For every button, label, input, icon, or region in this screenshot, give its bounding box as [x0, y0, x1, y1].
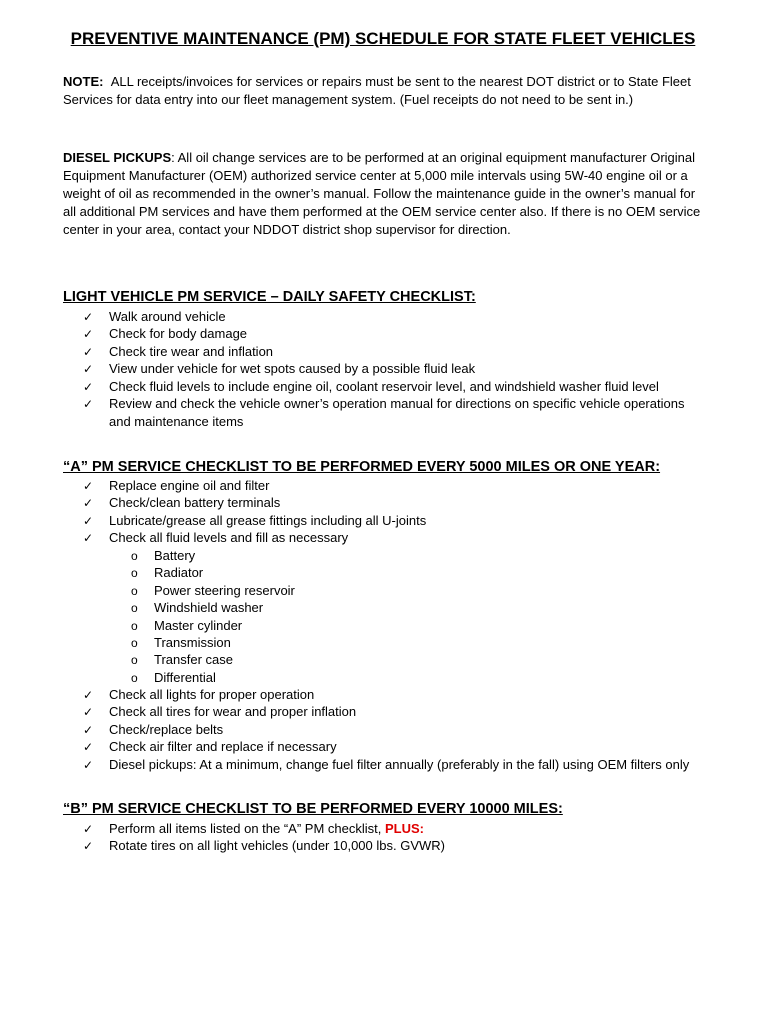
daily-checklist: [63, 308, 703, 430]
list-item: [63, 686, 703, 703]
check-mark-icon: ✓: [83, 688, 94, 702]
list-item: [63, 343, 703, 360]
sub-list-item: [63, 617, 703, 634]
hollow-circle-bullet-icon: o: [131, 618, 138, 633]
check-mark-icon: ✓: [83, 479, 94, 493]
check-mark-icon: ✓: [83, 513, 94, 528]
check-mark-icon: ✓: [83, 740, 94, 755]
list-item: [63, 512, 703, 529]
sub-list-item: [63, 547, 703, 564]
list-item-text: Check for body damage: [109, 326, 248, 342]
hollow-circle-bullet-icon: o: [131, 635, 138, 650]
b-service-heading: “B” PM SERVICE CHECKLIST TO BE PERFORMED EVERY 10000 MILES:: [63, 801, 563, 817]
sub-list-item: [63, 564, 703, 581]
list-item-text: Diesel pickups: At a minimum, change fuel filter annually (preferably in the fall) using OEM filters only: [109, 756, 690, 772]
sub-list-item-text: Differential: [154, 669, 216, 685]
check-mark-icon: ✓: [83, 839, 94, 854]
check-mark-icon: ✓: [83, 705, 94, 720]
check-mark-icon: ✓: [83, 310, 94, 324]
document-title: PREVENTIVE MAINTENANCE (PM) SCHEDULE FOR STATE FLEET VEHICLES: [70, 29, 696, 48]
list-item-text: Check tire wear and inflation: [109, 343, 274, 359]
check-mark-icon: ✓: [83, 722, 94, 737]
list-item: [63, 395, 705, 430]
hollow-circle-bullet-icon: o: [131, 566, 138, 581]
hollow-circle-bullet-icon: o: [131, 670, 138, 685]
list-item-text: Check all fluid levels and fill as necessary: [109, 530, 349, 546]
sub-list-item: [63, 582, 703, 599]
note-label: NOTE:: [63, 74, 104, 89]
list-item-text: Replace engine oil and filter: [109, 478, 270, 493]
sub-list-item-text: Power steering reservoir: [154, 582, 295, 598]
check-mark-icon: ✓: [83, 344, 94, 359]
list-item: [63, 703, 703, 720]
a-service-heading: “A” PM SERVICE CHECKLIST TO BE PERFORMED EVERY 5000 MILES OR ONE YEAR:: [63, 459, 661, 475]
b-item-1-text: Perform all items listed on the “A” PM checklist,: [109, 821, 385, 836]
sub-list-item-text: Battery: [154, 548, 196, 563]
list-item-text: Walk around vehicle: [109, 309, 226, 324]
check-mark-icon: ✓: [83, 822, 94, 836]
hollow-circle-bullet-icon: o: [131, 583, 138, 598]
sub-list-item: [63, 651, 703, 668]
check-mark-icon: ✓: [83, 327, 94, 342]
hollow-circle-bullet-icon: o: [131, 601, 138, 616]
list-item-text: Check all tires for wear and proper inflation: [109, 704, 357, 720]
diesel-paragraph: [63, 149, 703, 239]
list-item-text: Lubricate/grease all grease fittings including all U-joints: [109, 512, 427, 528]
note-text: ALL receipts/invoices for services or repairs must be sent to the nearest DOT district or to State Fleet Services for data entry into our fleet management system. (Fuel receipts do not need to be sent in.): [63, 74, 691, 107]
check-mark-icon: ✓: [83, 496, 94, 511]
sub-list-item-text: Windshield washer: [154, 600, 264, 616]
list-item-text: Check all lights for proper operation: [109, 687, 315, 702]
list-item: [63, 477, 703, 494]
check-mark-icon: ✓: [83, 362, 94, 377]
diesel-text: : All oil change services are to be performed at an original equipment manufacturer Original Equipment Manufacturer (OEM) authorized service center at 5,000 mile intervals using 5W-40 engine oil or a weight of oil as recommended in the owner’s manual. Follow the maintenance guide in the owner’s manual for all additional PM services and have them performed at the OEM service center also. If there is no OEM service center in your area, contact your NDDOT district shop supervisor for direction.: [63, 150, 701, 237]
sub-list-item-text: Master cylinder: [154, 617, 243, 633]
list-item-text: Check fluid levels to include engine oil, coolant reservoir level, and windshield washer fluid level: [109, 378, 659, 394]
list-item: [63, 837, 703, 854]
hollow-circle-bullet-icon: o: [131, 549, 138, 563]
a-service-fluid-sublist: [63, 547, 703, 686]
sub-list-item-text: Transfer case: [154, 652, 233, 668]
list-item-text: Check air filter and replace if necessary: [109, 739, 337, 755]
list-item: [63, 529, 703, 546]
b-item-2-text: Rotate tires on all light vehicles (under 10,000 lbs. GVWR): [109, 838, 445, 854]
list-item: [63, 494, 703, 511]
check-mark-icon: ✓: [83, 757, 94, 772]
list-item: [63, 738, 703, 755]
plus-label: PLUS:: [384, 821, 424, 836]
a-service-checklist-top: [63, 477, 703, 547]
list-item: [63, 308, 703, 325]
list-item: [63, 820, 703, 837]
list-item: [63, 360, 703, 377]
check-mark-icon: ✓: [83, 396, 94, 411]
sub-list-item: [63, 634, 703, 651]
check-mark-icon: ✓: [83, 379, 94, 394]
sub-list-item: [63, 669, 703, 686]
list-item: [63, 721, 703, 738]
sub-list-item-text: Transmission: [154, 634, 231, 650]
hollow-circle-bullet-icon: o: [131, 653, 138, 668]
list-item: [63, 756, 703, 773]
note-paragraph: [63, 73, 703, 109]
check-mark-icon: ✓: [83, 531, 94, 546]
list-item-text: Check/replace belts: [109, 721, 224, 737]
list-item-text: View under vehicle for wet spots caused by a possible fluid leak: [109, 361, 476, 377]
list-item-text: Review and check the vehicle owner’s operation manual for directions on specific vehicle operations and maintenance items: [109, 395, 685, 429]
a-service-checklist-bottom: [63, 686, 703, 773]
sub-list-item-text: Radiator: [154, 565, 204, 581]
list-item: [63, 378, 703, 395]
diesel-label: DIESEL PICKUPS: [63, 150, 172, 165]
b-service-checklist: [63, 820, 703, 855]
sub-list-item: [63, 599, 703, 616]
list-item-text: Check/clean battery terminals: [109, 495, 281, 511]
list-item: [63, 325, 703, 342]
daily-checklist-heading: LIGHT VEHICLE PM SERVICE – DAILY SAFETY CHECKLIST:: [63, 289, 476, 305]
